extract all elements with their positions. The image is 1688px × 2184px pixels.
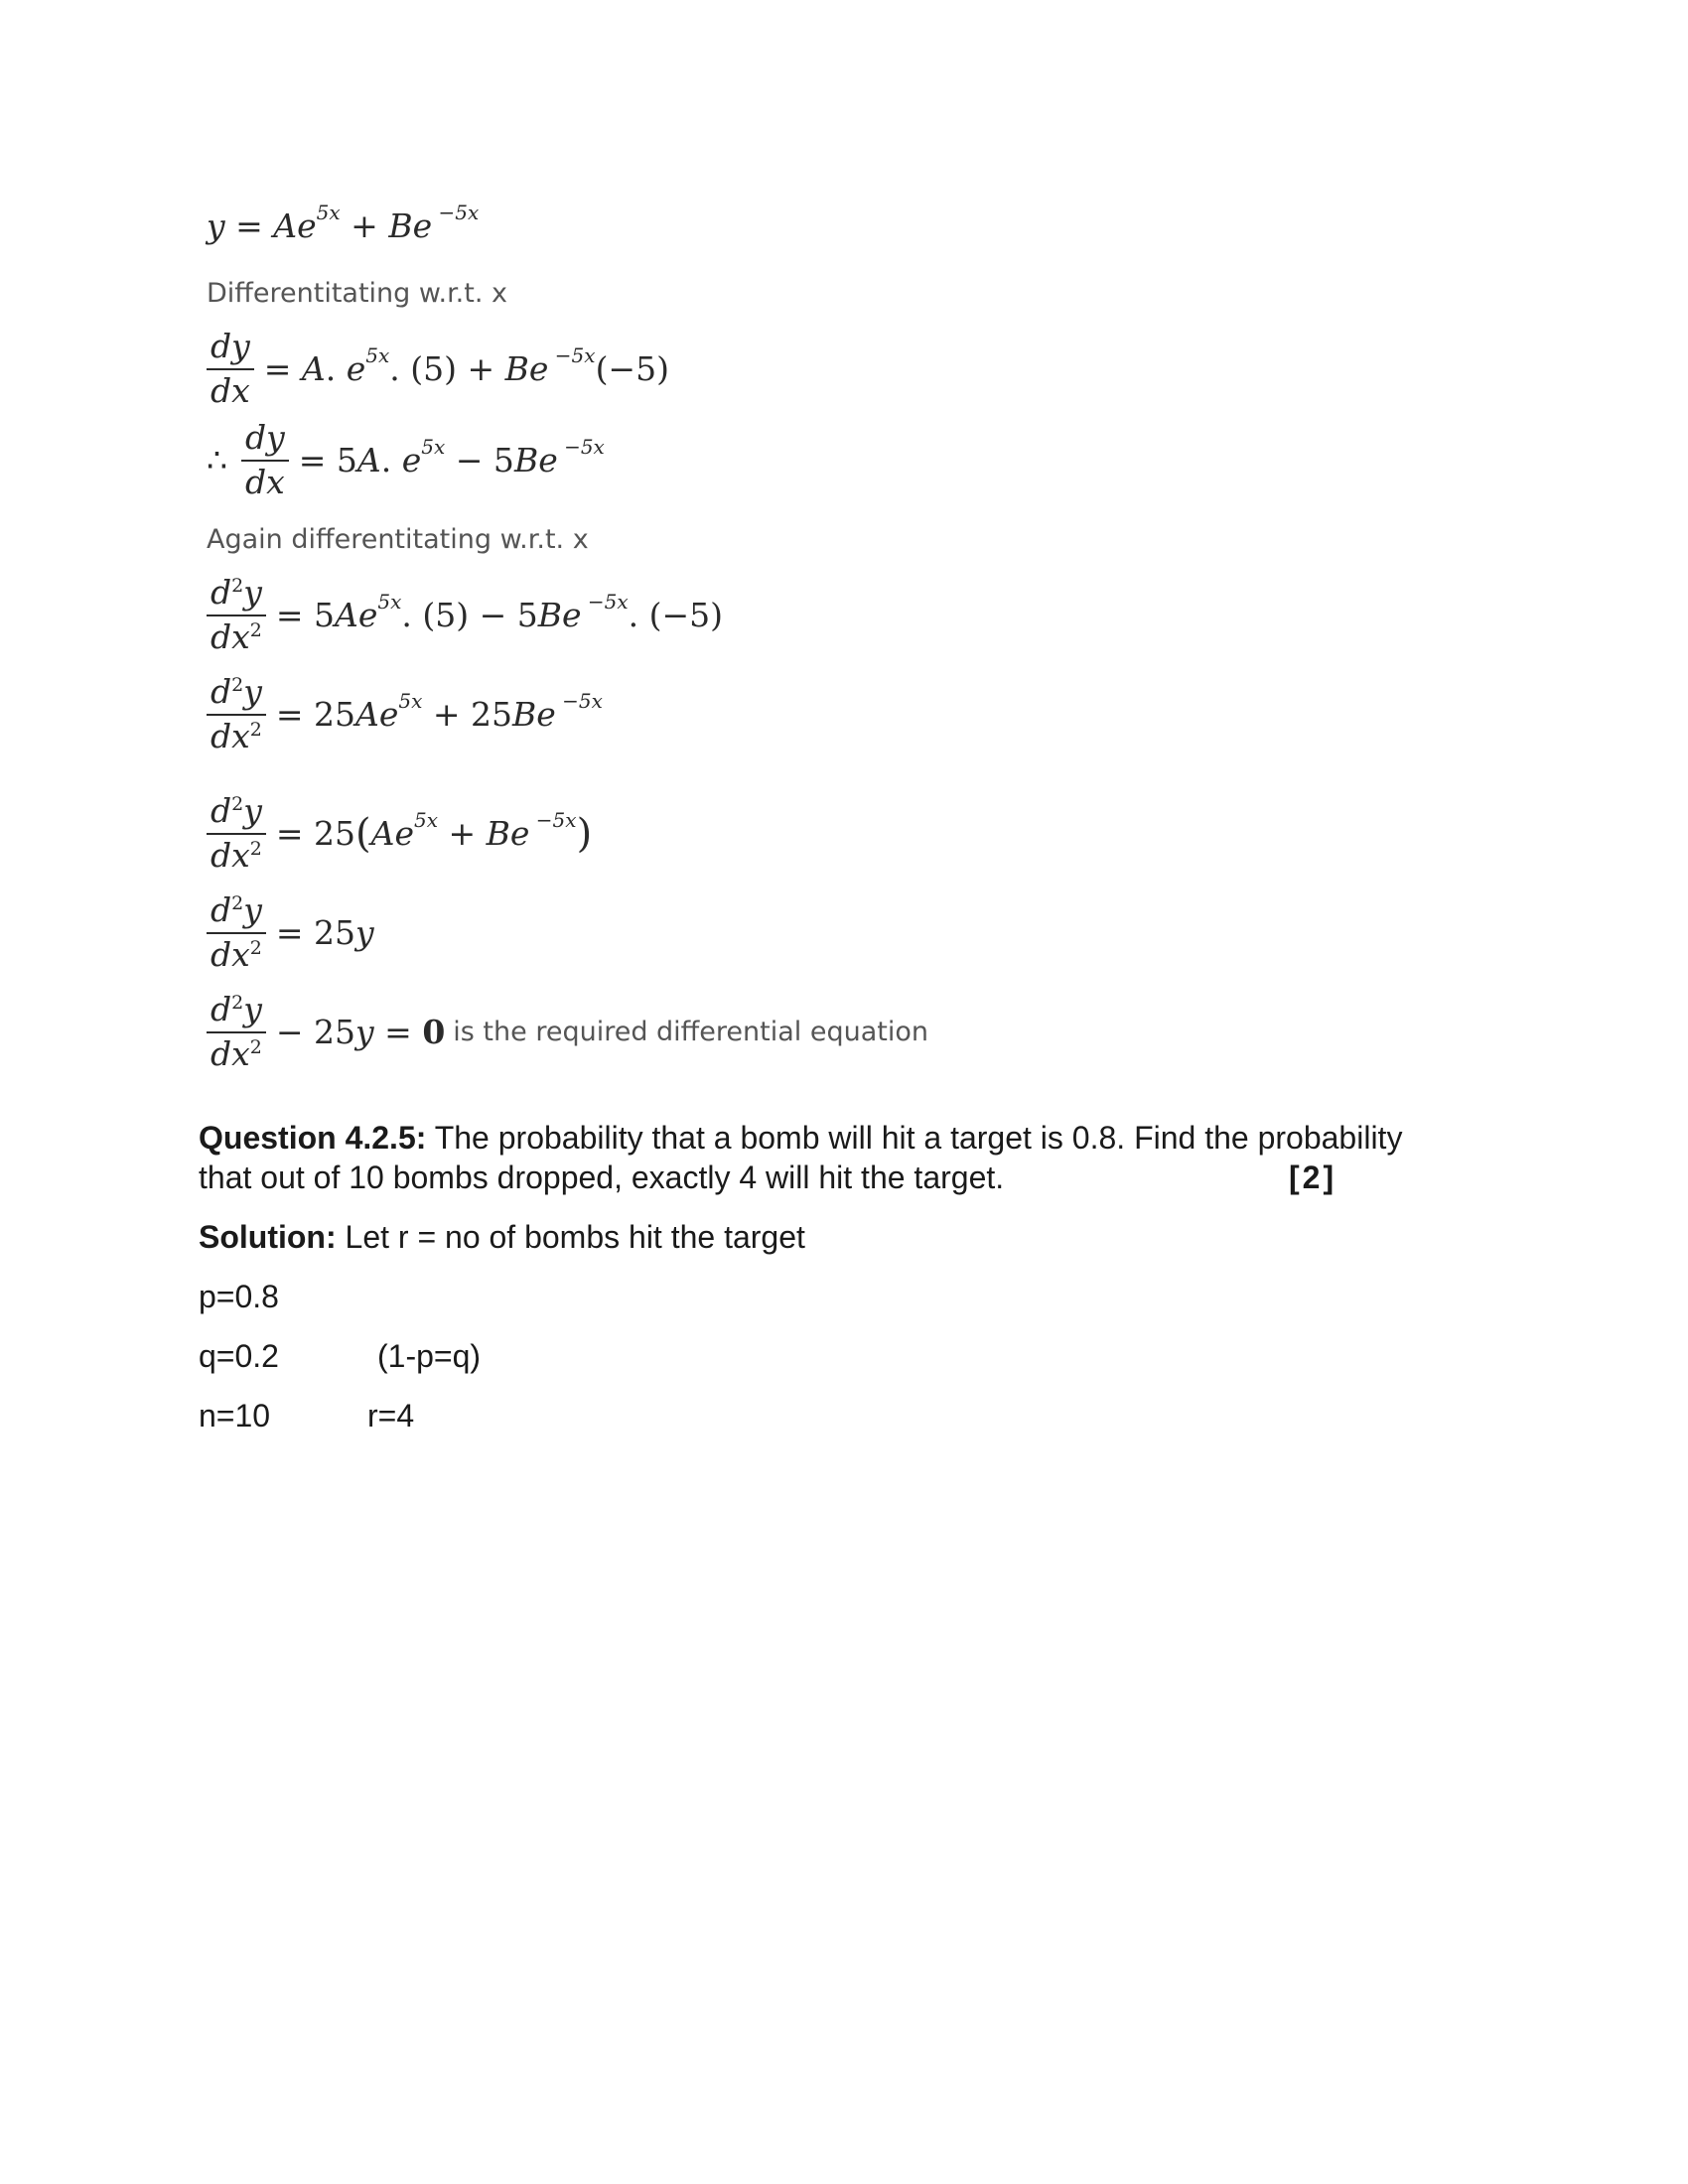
equation-second-derivative-25y: $\frac{d^2y}{dx^2}$ = 25 y xyxy=(207,893,374,972)
final-equation-caption: is the required differential equation xyxy=(453,1017,928,1048)
equation-final-differential: $\frac{d^2y}{dx^2}$ − 25 y = 0 is the required differential equation xyxy=(207,993,928,1071)
question-line1: The probability that a bomb will hit a target is 0.8. Find the probability xyxy=(426,1120,1403,1156)
equation-y-definition: y = Ae $^{5x}$ + Be $^{-5x}$ xyxy=(207,200,480,245)
equation-second-derivative-expanded: $\frac{d^2y}{dx^2}$ = 25 Ae $^{5x}$ + 25 Be $^{-5x}$ xyxy=(207,675,603,753)
note-differentiating: Differentitating w.r.t. x xyxy=(207,278,507,309)
solution-r: r=4 xyxy=(367,1398,415,1433)
question-label: Question 4.2.5: xyxy=(199,1120,427,1156)
solution-q: q=0.2 xyxy=(199,1338,279,1374)
equation-second-derivative: $\frac{d^2y}{dx^2}$ = 5 Ae $^{5x}$ . (5) − 5 Be $^{-5x}$ . (−5) xyxy=(207,576,723,654)
solution-intro-text: Let r = no of bombs hit the target xyxy=(336,1219,805,1255)
solution-q-row xyxy=(199,1336,481,1376)
solution-q-note: (1-p=q) xyxy=(377,1338,482,1374)
question-text xyxy=(199,1118,1402,1197)
solution-intro xyxy=(199,1217,805,1257)
solution-n: n=10 xyxy=(199,1398,271,1433)
question-marks: [2] xyxy=(1289,1160,1337,1195)
solution-label: Solution: xyxy=(199,1219,337,1255)
equation-first-derivative-simplified: ∴ $\frac{dy}{dx}$ = 5 A . e $^{5x}$ − 5 Be $^{-5x}$ xyxy=(207,418,605,501)
note-again-differentiating: Again differentitating w.r.t. x xyxy=(207,524,589,555)
solution-p: p=0.8 xyxy=(199,1279,279,1314)
equation-second-derivative-factored: $\frac{d^2y}{dx^2}$ = 25 ( Ae $^{5x}$ + Be $^{-5x}$ ) xyxy=(207,794,592,873)
equation-first-derivative: $\frac{dy}{dx}$ = A . e $^{5x}$ . (5) + Be $^{-5x}$ (−5) xyxy=(207,330,669,408)
solution-n-row xyxy=(199,1396,414,1435)
question-line2: that out of 10 bombs dropped, exactly 4 will hit the target. xyxy=(199,1160,1005,1195)
